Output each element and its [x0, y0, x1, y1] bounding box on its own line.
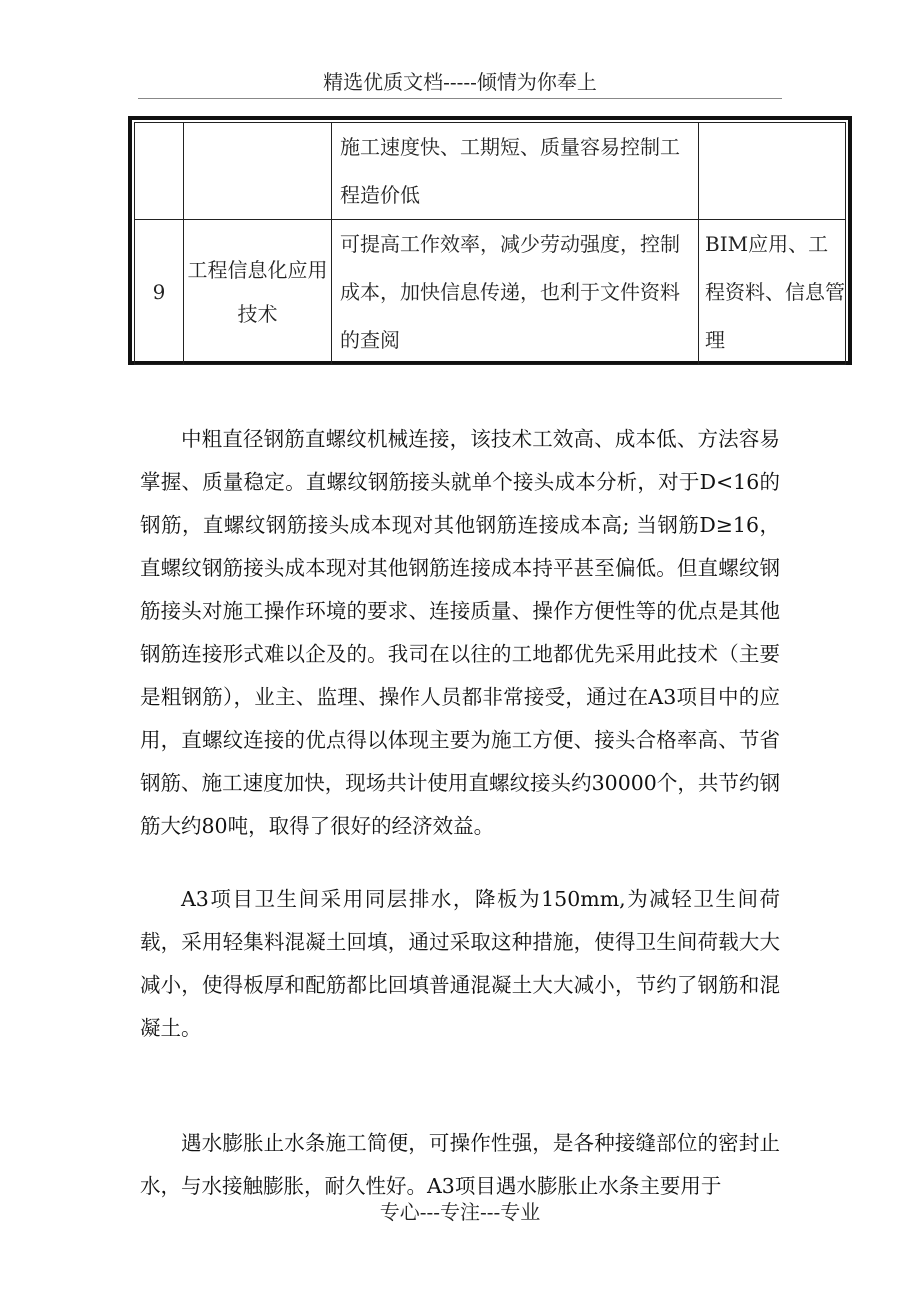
table-row	[135, 220, 846, 365]
application-cell	[699, 123, 846, 220]
body-paragraph: 中粗直径钢筋直螺纹机械连接，该技术工效高、成本低、方法容易掌握、质量稳定。直螺纹钢筋接头就单个接头成本分析，对于D<16的钢筋，直螺纹钢筋接头成本现对其他钢筋连接成本高; 当钢筋D≥16，直螺纹钢筋接头成本现对其他钢筋连接成本持平甚至偏低。但直螺纹钢筋接头对施工操作环境的要求、连接质量、操作方便性等的优点是其他钢筋连接形式难以企及的。我司在以往的工地都优先采用此技术（主要是粗钢筋），业主、监理、操作人员都非常接受，通过在A3项目中的应用，直螺纹连接的优点得以体现主要为施工方便、接头合格率高、节省钢筋、施工速度加快，现场共计使用直螺纹接头约30000个，共节约钢筋大约80吨，取得了很好的经济效益。	[140, 427, 780, 838]
body-paragraph: 遇水膨胀止水条施工简便，可操作性强，是各种接缝部位的密封止水，与水接触膨胀，耐久性好。A3项目遇水膨胀止水条主要用于	[140, 1131, 780, 1198]
technology-table	[128, 116, 852, 365]
technology-table-grid	[134, 122, 846, 365]
technology-name-cell	[184, 123, 332, 220]
technology-name-cell: 工程信息化应用技术	[184, 220, 332, 365]
body-paragraph: A3项目卫生间采用同层排水，降板为150mm,为减轻卫生间荷载，采用轻集料混凝土回填，通过采取这种措施，使得卫生间荷载大大减小，使得板厚和配筋都比回填普通混凝土大大减小，节约了钢筋和混凝土。	[140, 887, 780, 1040]
row-number-cell	[135, 123, 184, 220]
row-number-cell: 9	[135, 220, 184, 365]
page-header: 精选优质文档-----倾情为你奉上	[323, 70, 597, 94]
application-cell: BIM应用、工程资料、信息管理	[699, 220, 846, 365]
header-divider	[138, 98, 782, 99]
benefit-description-cell: 施工速度快、工期短、质量容易控制工程造价低	[332, 123, 699, 220]
table-row	[135, 123, 846, 220]
page-footer: 专心---专注---专业	[379, 1200, 541, 1224]
benefit-description-cell: 可提高工作效率，减少劳动强度，控制成本，加快信息传递，也利于文件资料的查阅	[332, 220, 699, 365]
